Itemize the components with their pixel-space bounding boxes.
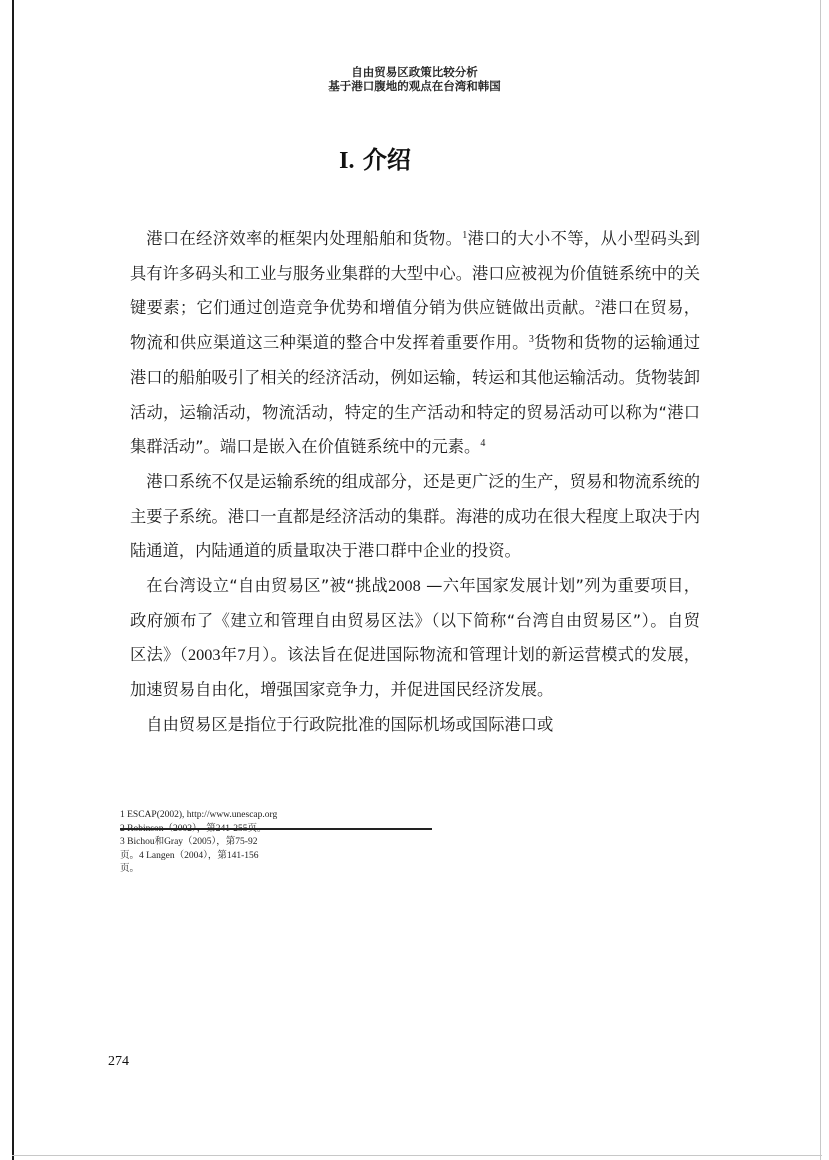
paragraph-1-part-3: 港口在贸易，物流和供应渠道这三种渠道的整合中发挥着重要作用。 [130,298,700,353]
paragraph-3 [130,569,700,708]
page-border-bottom [12,1155,822,1156]
chapter-title-text: 介绍 [362,146,411,174]
footnote-rule [120,828,432,830]
paragraph-3-part-4: 月）。该法旨在促进国际物流和管理计划的新运营模式的发展，加速贸易自由化，增强国家竞争力，并促进国民经济发展。 [130,645,701,700]
paragraph-1 [130,222,700,465]
footnotes [120,809,320,877]
paragraph-1-part-2: 港口的大小不等，从小型码头到具有许多码头和工业与服务业集群的大型中心。港口应被视为价值链系统中的关键要素；它们通过创造竞争优势和增值分销为供应链做出贡献。 [130,229,700,318]
paragraph-3-part-2: —六年国家发展计划”列为重要项目，政府颁布了《建立和管理自由贸易区法》（以下简称“台湾自由贸易区”）。自贸区法》（ [130,576,700,665]
footnote-ref-3: 3 [528,334,534,346]
footnote-5: 页。 [120,864,140,874]
page-border-right [820,0,821,1160]
footnote-ref-2: 2 [595,299,601,311]
footnote-3: 3 Bichou和Gray（2005），第75-92 [120,837,258,847]
page-number: 274 [108,1054,129,1069]
paragraph-3-month: 7 [237,645,246,665]
footnote-ref-1: 1 [462,230,468,241]
running-head-title: 自由贸易区政策比较分析 [351,65,478,79]
paragraph-1-part-4: 货物和货物的运输通过港口的船舶吸引了相关的经济活动，例如运输，转运和其他运输活动。货物装卸活动，运输活动，物流活动，特定的生产活动和特定的贸易活动可以称为“港口集群活动”。端口是嵌入在价值链系统中的元素。 [130,333,700,457]
footnote-ref-4: 4 [480,438,486,450]
body-text [130,222,700,743]
paragraph-4: 自由贸易区是指位于行政院批准的国际机场或国际港口或 [146,714,554,734]
footnote-4: 页。4 Langen（2004），第141-156 [120,850,259,861]
running-head [0,65,829,93]
paragraph-3-part-1: 在台湾设立“自由贸易区”被“挑战 [146,576,389,596]
footnote-1: 1 ESCAP(2002), http://www.unescap.org [120,810,278,820]
paragraph-3-part-3: 年 [220,645,238,665]
paragraph-1-part-1: 港口在经济效率的框架内处理船舶和货物。 [146,229,463,248]
paragraph-2: 港口系统不仅是运输系统的组成部分，还是更广泛的生产，贸易和物流系统的主要子系统。港口一直都是经济活动的集群。海港的成功在很大程度上取决于内陆通道，内陆通道的质量取决于港口群中企业的投资。 [130,471,700,561]
running-head-subtitle: 基于港口腹地的观点在台湾和韩国 [328,79,501,93]
paragraph-3-year-2: 2003 [187,645,221,665]
chapter-title [0,140,750,175]
chapter-number: I. [339,148,355,174]
paragraph-3-year-1: 2008 [388,576,421,596]
